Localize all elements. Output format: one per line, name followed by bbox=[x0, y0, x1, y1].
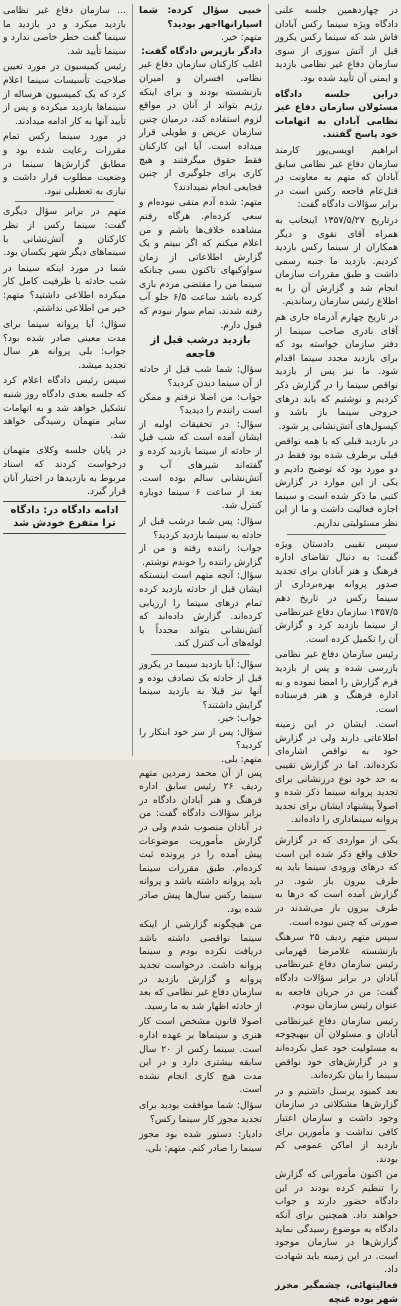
paragraph: دادیار: دستور شده بود مجوز سینما را صادر کنم. متهم: بلی. bbox=[139, 1129, 262, 1154]
paragraph: شما در مورد اینکه سینما در شب حادثه با ظرفیت کامل کار میکرده اطلاعی داشتید؟ متهم: خیر من اطلاعی نداشتم. bbox=[3, 262, 126, 315]
section-divider bbox=[15, 201, 114, 202]
paragraph: ابراهیم اویسی‌پور کارمند سازمان دفاع غیر نظامی سابق آبادان که متهم به معاونت در قتل‌عام فاجعه رکس است در برابر سؤالات دادگاه گفت: bbox=[275, 144, 398, 211]
question: سؤال: آنچه متهم است اینستکه ایشان قبل از حادثه بازدید کرده تمام درهای سینما را ارزیابی کرده‌اند. گزارش داده‌اند که آتش‌نشانی بتواند مجدداً با لوله‌های آب کنترل کند. bbox=[139, 570, 262, 650]
question: سؤال: پس از سر خود ابنکار را کردید؟ bbox=[139, 726, 262, 752]
question: سؤال: آیا بازدید سینما در یکروز قبل از حادثه یک تصادف بوده و آنها نیز قبلا به بازدید سینما گرایش داشتند؟ bbox=[139, 658, 262, 711]
section-divider bbox=[287, 534, 386, 535]
section-heading: بازدید درشب قبل از فاجعه bbox=[150, 335, 251, 360]
question: سؤال: پس شما درشب قبل از حادثه به سینما بازدید کردید؟ bbox=[139, 515, 262, 541]
paragraph: بعد کمبود پرسنل داشتیم و در گزارش‌ها مشکلاتی در سازمان وجود داشت و سازمان اعتبار کافی نداشت و مأمورین برای بازدید از اماکن عمومی کم بودند. bbox=[275, 1085, 398, 1165]
question: سؤال: شما شب قبل از حادثه از آن سینما دیدن کردید؟ bbox=[139, 364, 262, 390]
article-columns bbox=[3, 4, 398, 1305]
column-middle bbox=[139, 4, 263, 1154]
paragraph: ... سازمان دفاع غیر نظامی بازدید میکرد و در بازدید ما سینما گفت خطر خاصی ندارد و سینما تأیید شد. bbox=[3, 5, 126, 57]
paragraph: رئیس سازمان دفاع غیرنظامی آبادان و مسئولان آن بیهیچوجه به مسئولیت خود عمل نکرده‌اند و در گزارش‌های خود نواقص سینما را بیان نکرده‌اند. bbox=[275, 1015, 398, 1082]
answer: جواب: من اصلا نرفتم و ممکن است رانندم را دیدید؟ bbox=[139, 391, 262, 417]
continuation-footer: ادامه دادگاه در: دادگاه ترا متفرع خودش شد bbox=[3, 501, 126, 534]
paragraph: در بازدید قبلی که با همه نواقص قبلی برطرف شده بود فقط در دو مورد بود که توضیح دادیم و یکی از این موارد در گزارش کتبی ما ذکر شده است و سینما اجازه فعالیت داشت و ما از این نظر مسئولیتی نداریم. bbox=[275, 436, 398, 529]
paragraph: در تاریخ چهارم آذرماه جاری هم آقای نادری صاحب سینما از دفتر سازمان خواسته بود که برای بازدید مجدد سینما اقدام شود. ما نیز پس از بازدید نواقص سینما را در گزارش ذکر کردیم و نوشتیم که باید درهای خروجی سینما باز باشد و کپسول‌های آتش‌نشانی پر شود. bbox=[275, 312, 398, 432]
paragraph: در چهاردهمین جلسه علنی دادگاه ویژه سینما رکس آبادان فاش شد که سینما رکس یکروز قبل از آتش سوزی از سوی سازمان دفاع غیر نظامی بازدید و ایمنی آن تأیید شده بود. bbox=[275, 5, 398, 84]
paragraph: فعالیتهائی، چشمگیر مخرز شهر بوده غنچه bbox=[275, 1280, 398, 1305]
question: سؤال: شما موافقت بودید برای تجدید مجوز کار سینما رکس؟ bbox=[139, 1099, 262, 1125]
column-divider bbox=[132, 4, 133, 756]
paragraph: در مورد سینما رکس تمام مقررات رعایت شده بود و مطابق گزارش‌ها سینما در وضعیت مطلوب قرار داشت و نیازی به تعطیلی نبود. bbox=[3, 131, 126, 197]
answer: جواب: راننده رفته و من از گزارش راننده را خوندم نوشتم. bbox=[139, 543, 262, 568]
column-left bbox=[3, 4, 126, 756]
paragraph: سپس تقیبی دادستان ویژه گفت: به دنبال تقاضای اداره فرهنگ و هنر آبادان برای تجدید صدور پروانه بهره‌برداری از سینما رکس در تاریخ دهم ۱۳۵۷/۵ سازمان دفاع غیرنظامی از سینما بازدید کرد و گزارش آن را تکمیل کرده است. bbox=[275, 538, 398, 645]
question: خبیی سؤال کرده: شما اسپارانها‌اجهر بودید؟ bbox=[139, 5, 262, 30]
answer: متهم: خیر. bbox=[221, 32, 262, 44]
answer: جواب: خیر. bbox=[217, 713, 262, 725]
paragraph: سپس رئیس دادگاه اعلام کرد که جلسه بعدی دادگاه روز شنبه تشکیل خواهد شد و به اتهامات سایر متهمان رسیدگی خواهد شد. bbox=[3, 375, 126, 441]
paragraph: اصولا قانون مشخص است کار هنری و سینماها بر عهده اداره است. سینما رکس از ۲۰ سال سابقه بیشتری دارد و در این مدت هیچ کاری انجام نشده است. bbox=[139, 1016, 262, 1096]
paragraph: رئیس سازمان دفاع غیر نظامی بازرسی شده و پس از بازدید فرم گزارش را امضا نموده و به اداره فرهنگ و هنر فرستاده است. bbox=[275, 649, 398, 715]
column-divider bbox=[268, 4, 269, 756]
column-right bbox=[275, 4, 398, 1305]
answer: متهم: بلی. bbox=[221, 754, 262, 766]
question: سؤال: در تحقیقات اولیه از ایشان آمده است که شب قبل از حادثه از سینما بازدید کرده و گفته‌اند شیرهای آب و آتش‌نشانی سالم بوده است. بعد از ساعت ۶ سینما دوباره کنترل شد. bbox=[139, 418, 262, 512]
paragraph: متهم در برابر سؤال دیگری گفت: سینما رکس از نظر کارکنان و آتش‌نشانی با سینماهای دیگر شهر یکسان بود. bbox=[3, 206, 126, 259]
paragraph: رئیس کمیسیون در مورد تعیین صلاحیت تأسیسات سینما اعلام کرد که یک کمیسیون هرساله از سینماها بازدید میکرده و پس از تأیید آنها به کار ادامه میدادند. bbox=[3, 61, 126, 127]
paragraph: سؤال: آیا پروانه سینما برای مدت معینی صادر شده بود؟ جواب: بلی پروانه هر سال تجدید میشد. bbox=[3, 319, 126, 371]
paragraph: من اکنون مأمورانی که گزارش را تنظیم کرده بودند در این دادگاه حضور دارند و جواب خواهند داد. همچنین برای آنکه دادگاه به موضوع رسیدگی نماید گزارش‌ها در سازمان موجود است. در این زمینه باید شهادت داد. bbox=[275, 1169, 398, 1276]
paragraph: اغلب کارکنان سازمان دفاع غیر نظامی افسران و امیران بازنشسته بودند و برای اینکه رژیم بتواند از آنان در مواقع لزوم استفاده کند، درمیان چنین سازمان عریض و طویلی قرار میداده است. آیا این کارکنان فقط حقوق میگرفتند و هیچ کاری برای جلوگیری از چنین فجایعی انجام نمیدادند؟ bbox=[139, 59, 262, 193]
paragraph: در پایان جلسه وکلای متهمان درخواست کردند که اسناد مربوط به بازدیدها در اختیار آنان قرار گیرد. bbox=[3, 445, 126, 498]
section-divider bbox=[151, 654, 250, 655]
paragraph: یکی از مواردی که در گزارش خلاف واقع ذکر شده این است که درهای ورودی سینما باید به طرف بیرون باز شود. در گزارش آمده است که درها به طرف بیرون باز می‌شدند در صورتی که چنین نبوده است. bbox=[275, 835, 398, 928]
paragraph: سپس متهم ردیف ۲۵ سرهنگ بازنشسته غلامرضا قهرمانی رئیس سازمان دفاع غیرنظامی آبادان در برابر سؤالات دادگاه گفت: من در جریان فاجعه به عنوان رئیس سازمان نبودم. bbox=[275, 932, 398, 1012]
paragraph: من هیچگونه گزارشی از اینکه سینما نواقصی داشته باشد دریافت نکرده بودم و سینما پروانه داشت. درخواست تجدید پروانه و گزارش بازدید در سازمان دفاع غیر نظامی که بعد از حادثه اظهار شد به ما رسید. bbox=[139, 919, 262, 1012]
paragraph: پس از آن محمد زمردین متهم ردیف ۲۶ رئیس سابق اداره فرهنگ و هنر آبادان دادگاه در برابر سؤالات دادگاه گفت: من در آبادان منصوب شدم ولی در گزارش مأموریت موضوعات پیش آمده را در پرونده ثبت کرده‌ام. طبق مقررات سینما باید پروانه داشته باشد و پروانه سینما رکس سال‌ها پیش صادر شده بود. bbox=[139, 767, 263, 915]
answer: متهم: شده آدم متقی نبوده‌ام و سعی کرده‌ام. هرگاه رفتم مشاهده خلاف‌ها باشم و من اعلام میکنم که اگر ببینم و یک گزارش اطلاعاتی از زمان سواوکیهای تاکنون بسی چنانکه سینما من را مقتضی مردم بازی کرده باشد ساعت ۶/۵ جلو آب رفته شدند، تمام سوار نبودم که قبول دارم. bbox=[139, 197, 263, 331]
paragraph: درتاریخ ۱۳۵۷/۵/۲۷ اینجانب به همراه آقای نقوی و دیگر همکاران از سینما رکس بازدید کردیم. بازدید ما جنبه رسمی داشت و طبق مقررات سازمان انجام شد و گزارش آن را به اطلاع رئیس سازمان رساندیم. bbox=[275, 214, 398, 308]
paragraph: دراین جلسه دادگاه مسئولان سازمان دفاع غیر نظامی آبادان به اتهامات خود پاسخ گفتند. bbox=[275, 88, 398, 141]
question: دادگر بازپرس دادگاه گفت: bbox=[141, 45, 262, 57]
section-divider bbox=[287, 830, 386, 831]
paragraph: است. ایشان در این زمینه اطلاعاتی دارند ولی در گزارش خود به نواقص اشاره‌ای نکرده‌اند. اما در گزارش تقیبی به حد خود نوع درزنشانی برای تجدید پروانه سینما ذکر شده و اصولاً پیشنهاد ایشان برای تجدید پروانه سینماداری را داده‌اند. bbox=[275, 719, 398, 826]
